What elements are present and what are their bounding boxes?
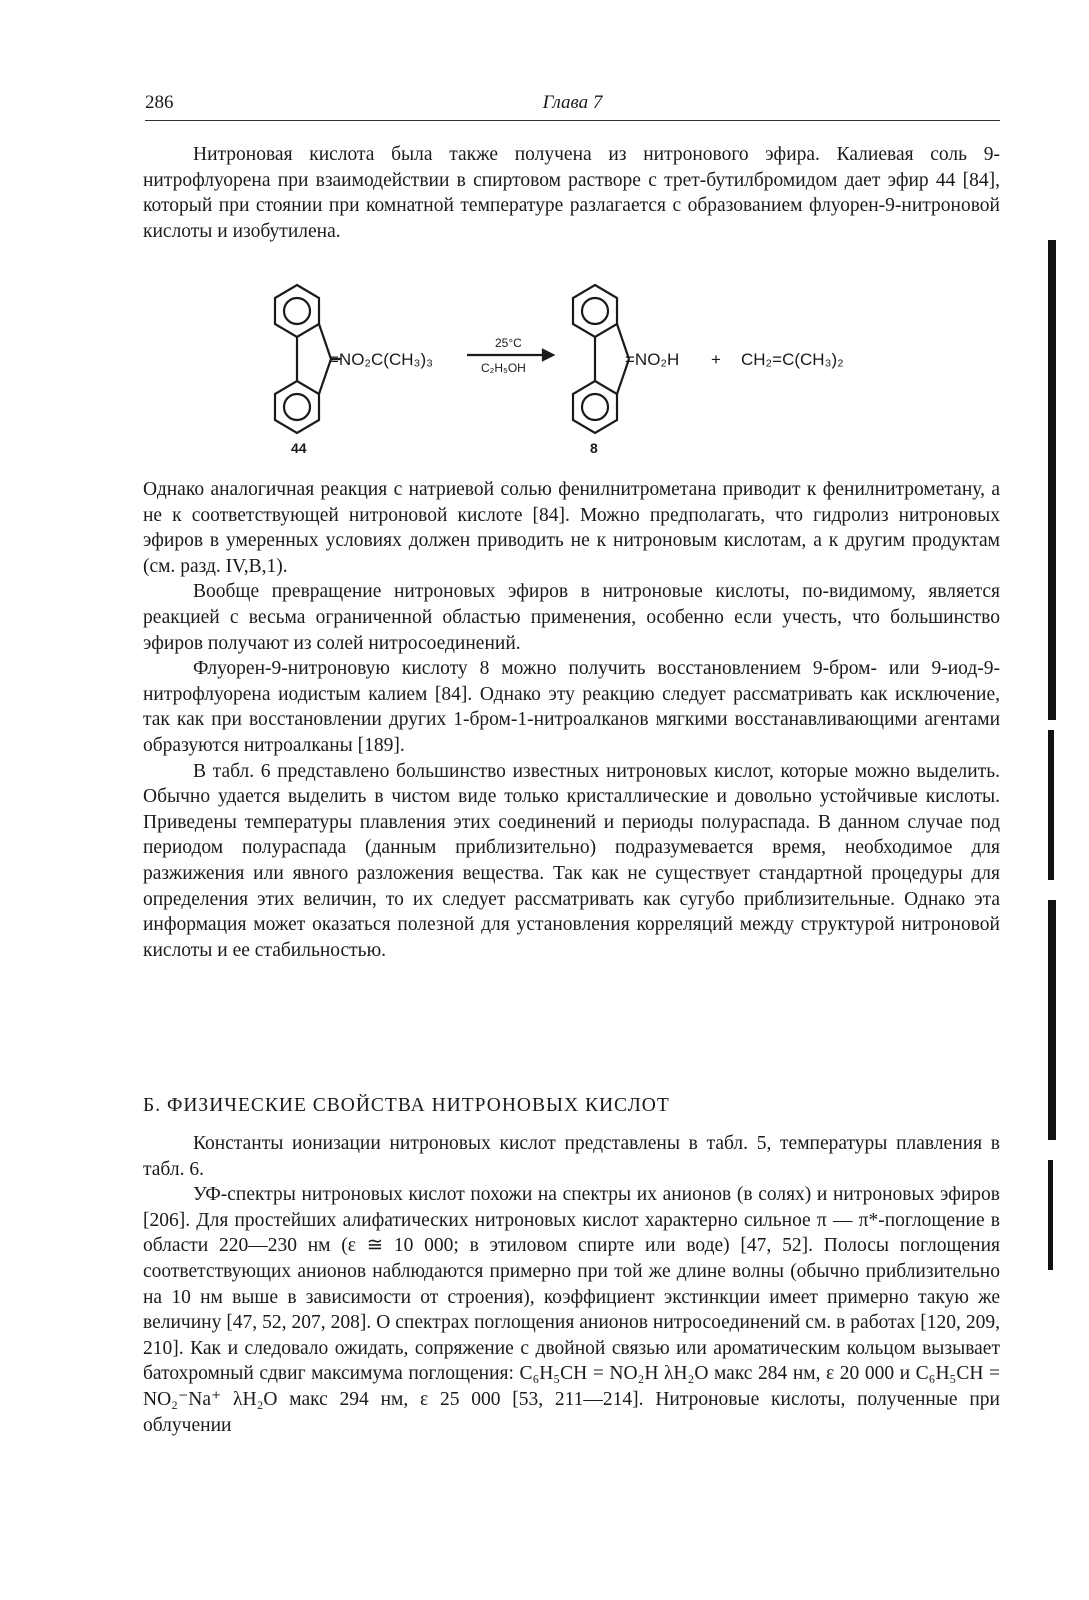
- main-paragraph-block: [143, 477, 1000, 963]
- page-number: 286: [145, 92, 174, 113]
- aromatic-circle: [582, 394, 608, 420]
- paragraph: УФ-спектры нитроновых кислот похожи на спектры их анионов (в солях) и нитроновых эфиров [206]. Для простейших алифатических нитроновых кислот характерно сильное π — π*-поглощение в области 220—230 нм (ε ≅ 10 000; в этиловом спирте или воде) [47, 52]. Полосы поглощения соответствующих анионов наблюдаются примерно при той же длине волны (обычно приблизительно на 10 нм выше в зависимости от строения), коэффициент экстинкции имеет примерно такую же величину [47, 52, 207, 208]. О спектрах поглощения анионов нитросоединений см. в работах [120, 209, 210]. Как и следовало ожидать, сопряжение с двойной связью или ароматическим кольцом вызывает батохромный сдвиг максимума поглощения: C₆H₅CH = NO₂H λH₂O макс 284 нм, ε 20 000 и C₆H₅CH = NO₂⁻Na⁺ λH₂O макс 294 нм, ε 25 000 [53, 211—214]. Нитроновые кислоты, полученные при облучении: [143, 1184, 1000, 1436]
- paragraph: Константы ионизации нитроновых кислот представлены в табл. 5, температуры плавления в табл. 6.: [143, 1133, 1000, 1180]
- intro-paragraph-block: [143, 142, 1000, 244]
- paragraph: Флуорен-9-нитроновую кислоту 8 можно получить восстановлением 9-бром- или 9-иод-9-нитрофлуорена иодистым калием [84]. Однако эту реакцию следует рассматривать как исключение, так как при восстановлении других 1-бром-1-нитроалканов мягкими восстанавливающими агентами образуются нитроалканы [189].: [143, 658, 1000, 756]
- compound-number-8: 8: [590, 440, 598, 456]
- compound-number-44: 44: [291, 440, 307, 456]
- aromatic-circle: [284, 394, 310, 420]
- running-head: [145, 92, 1000, 116]
- reaction-solvent: C₂H₅OH: [481, 361, 526, 375]
- plus-sign: +: [711, 350, 721, 369]
- isobutylene-formula: CH₂=C(CH₃)₂: [741, 350, 844, 369]
- aromatic-circle: [582, 298, 608, 324]
- paragraph: Однако аналогичная реакция с натриевой солью фенилнитрометана приводит к фенилнитрометану, а не к соответствующей нитроновой кислоте [84]. Можно предполагать, что гидролиз нитроновых эфиров в умеренных условиях должен приводить не к нитроновым кислотам, а к другим продуктам (см. разд. IV,В,1).: [143, 479, 1000, 577]
- paragraph: В табл. 6 представлено большинство известных нитроновых кислот, которые можно выделить. Обычно удается выделить в чистом виде только кристаллические и довольно устойчивые кислоты. Приведены температуры плавления этих соединений и периоды полураспада. В данном случае под периодом полураспада (данным приблизительно) подразумевается время, необходимое для разжижения или явного разложения вещества. Так как не существует стандартной процедуры для определения этих величин, то их следует рассматривать как сугубо приблизительные. Однако эта информация может оказаться полезной для установления корреляций между структурой нитроновой кислоты и ее стабильностью.: [143, 760, 1000, 961]
- paragraph: Нитроновая кислота была также получена из нитронового эфира. Калиевая соль 9-нитрофлуорена при взаимодействии в спиртовом растворе с трет-бутилбромидом дает эфир 44 [84], который при стоянии при комнатной температуре разлагается с образованием флуорен-9-нитроновой кислоты и изобутилена.: [143, 144, 1000, 242]
- scan-edge-mark: [1048, 240, 1056, 720]
- section-paragraph-block: [143, 1131, 1000, 1438]
- benzene-ring-top: [573, 285, 617, 337]
- reaction-arrow-head: [543, 350, 553, 360]
- scan-edge-mark: [1048, 730, 1054, 880]
- benzene-ring-bottom: [275, 381, 319, 433]
- reaction-scheme: [255, 275, 895, 465]
- benzene-ring-bottom: [573, 381, 617, 433]
- aromatic-circle: [284, 298, 310, 324]
- reactant-group-label: =NO₂C(CH₃)₃: [329, 350, 434, 369]
- scan-edge-mark: [1048, 1160, 1053, 1270]
- scan-edge-mark: [1048, 900, 1056, 1140]
- section-heading: Б. ФИЗИЧЕСКИЕ СВОЙСТВА НИТРОНОВЫХ КИСЛОТ: [143, 1095, 670, 1116]
- paragraph: Вообще превращение нитроновых эфиров в нитроновые кислоты, по-видимому, является реакцией с весьма ограниченной областью применения, особенно если учесть, что большинство эфиров получают из солей нитросоединений.: [143, 581, 1000, 654]
- reaction-temperature: 25°C: [495, 336, 522, 350]
- header-rule: [145, 120, 1000, 121]
- benzene-ring-top: [275, 285, 319, 337]
- reaction-scheme-drawing: [255, 275, 895, 465]
- product-group-label: =NO₂H: [625, 350, 680, 369]
- chapter-title: Глава 7: [542, 92, 603, 113]
